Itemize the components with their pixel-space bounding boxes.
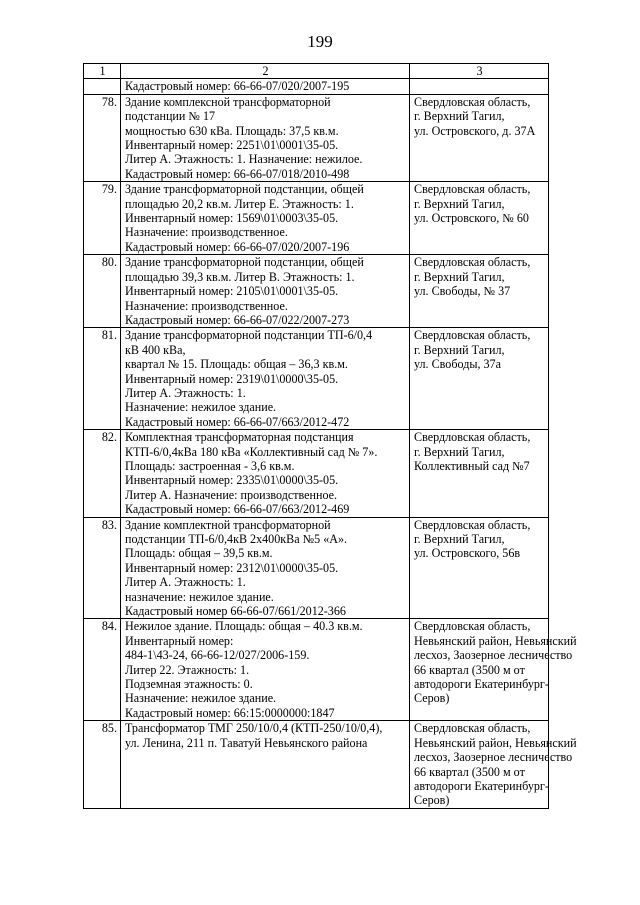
address-line: Свердловская область, bbox=[414, 619, 531, 634]
description-line: Кадастровый номер: 66-66-07/018/2010-498 bbox=[125, 166, 350, 181]
page-number: 199 bbox=[307, 32, 333, 51]
description-line: Назначение: производственное. bbox=[125, 225, 288, 240]
address-line: г. Верхний Тагил, bbox=[414, 269, 505, 284]
description-line: Литер А. Этажность: 1. bbox=[125, 575, 246, 590]
row-number: 85. bbox=[84, 721, 121, 808]
address-line: Невьянский район, Невьянский bbox=[414, 633, 577, 648]
object-description bbox=[121, 619, 410, 721]
row-number: 80. bbox=[84, 255, 121, 328]
description-line: Назначение: нежилое здание. bbox=[125, 400, 277, 415]
description-line: Комплектная трансформаторная подстанция bbox=[125, 430, 354, 445]
description-line: Инвентарный номер: 2335\01\0000\35-05. bbox=[125, 473, 339, 488]
description-line: Инвентарный номер: 1569\01\0003\35-05. bbox=[125, 211, 339, 226]
description-line: Здание комплектной трансформаторной bbox=[125, 517, 331, 532]
row-number: 79. bbox=[84, 182, 121, 255]
address-line: г. Верхний Тагил, bbox=[414, 196, 505, 211]
continuation-addr-cell bbox=[410, 79, 549, 94]
description-line: Кадастровый номер 66-66-07/661/2012-366 bbox=[125, 604, 346, 619]
table-row bbox=[84, 619, 549, 721]
description-line: кВ 400 кВа, bbox=[125, 342, 186, 357]
description-line: Площадь: застроенная - 3,6 кв.м. bbox=[125, 458, 295, 473]
object-description bbox=[121, 517, 410, 619]
description-line: Площадь: общая – 39,5 кв.м. bbox=[125, 546, 273, 561]
description-line: Здание трансформаторной подстанции, общей bbox=[125, 255, 364, 270]
row-number: 82. bbox=[84, 430, 121, 517]
description-line: Нежилое здание. Площадь: общая – 40.3 кв.м. bbox=[125, 619, 363, 634]
address-line: г. Верхний Тагил, bbox=[414, 109, 505, 124]
address-line: автодороги Екатеринбург- bbox=[414, 778, 549, 793]
description-line: Здание трансформаторной подстанции ТП-6/0,4 bbox=[125, 328, 373, 343]
description-line: подстанции ТП-6/0,4кВ 2х400кВа №5 «А». bbox=[125, 532, 348, 546]
address-line: 66 квартал (3500 м от bbox=[414, 662, 525, 677]
table-header-row bbox=[84, 64, 549, 79]
description-line: Назначение: нежилое здание. bbox=[125, 691, 277, 706]
address-line: Невьянский район, Невьянский bbox=[414, 735, 577, 750]
description-line: Литер А. Этажность: 1. bbox=[125, 385, 246, 400]
object-description bbox=[121, 721, 410, 808]
address-line: Свердловская область, bbox=[414, 94, 531, 109]
object-description bbox=[121, 328, 410, 430]
address-line: ул. Свободы, № 37 bbox=[414, 284, 511, 299]
column-header-1: 1 bbox=[84, 64, 121, 79]
address-line: ул. Островского, д. 37А bbox=[414, 123, 536, 138]
address-line: Свердловская область, bbox=[414, 517, 531, 532]
table-row bbox=[84, 721, 549, 808]
address-line: Свердловская область, bbox=[414, 430, 531, 445]
column-header-2: 2 bbox=[121, 64, 410, 79]
description-line: Здание трансформаторной подстанции, общей bbox=[125, 182, 364, 197]
address-line: ул. Свободы, 37а bbox=[414, 357, 501, 372]
description-line: Назначение: производственное. bbox=[125, 298, 288, 313]
description-line: КТП-6/0,4кВа 180 кВа «Коллективный сад № 7». bbox=[125, 444, 378, 459]
object-address bbox=[410, 255, 549, 328]
address-line: г. Верхний Тагил, bbox=[414, 444, 505, 459]
description-line: Кадастровый номер: 66-66-07/022/2007-273 bbox=[125, 312, 350, 327]
address-line: Коллективный сад №7 bbox=[414, 458, 530, 473]
address-line: Свердловская область, bbox=[414, 328, 531, 343]
description-line: Инвентарный номер: 2105\01\0001\35-05. bbox=[125, 284, 339, 299]
table-row bbox=[84, 430, 549, 517]
description-line: площадью 20,2 кв.м. Литер Е. Этажность: 1. bbox=[125, 196, 354, 211]
row-number: 84. bbox=[84, 619, 121, 721]
table-row bbox=[84, 182, 549, 255]
table-row bbox=[84, 517, 549, 619]
description-line: Инвентарный номер: 2319\01\0000\35-05. bbox=[125, 371, 339, 386]
description-line: Инвентарный номер: 2312\01\0000\35-05. bbox=[125, 560, 339, 575]
description-line: квартал № 15. Площадь: общая – 36,3 кв.м. bbox=[125, 357, 348, 372]
address-line: ул. Островского, 56в bbox=[414, 546, 521, 561]
address-line: лесхоз, Заозерное лесничество bbox=[414, 648, 573, 663]
object-description bbox=[121, 255, 410, 328]
address-line: Свердловская область, bbox=[414, 255, 531, 270]
continuation-row bbox=[84, 79, 549, 94]
description-line: назначение: нежилое здание. bbox=[125, 589, 274, 604]
description-line: 484-1\43-24, 66-66-12/027/2006-159. bbox=[125, 648, 310, 663]
address-line: автодороги Екатеринбург- bbox=[414, 677, 549, 692]
description-line: Инвентарный номер: 2251\01\0001\35-05. bbox=[125, 138, 339, 153]
object-address bbox=[410, 619, 577, 721]
description-line: Кадастровый номер: 66-66-07/020/2007-196 bbox=[125, 239, 350, 254]
description-line: Кадастровый номер: 66-66-07/663/2012-472 bbox=[125, 414, 350, 429]
object-description bbox=[121, 94, 410, 181]
address-line: 66 квартал (3500 м от bbox=[414, 764, 525, 779]
description-line: Литер 22. Этажность: 1. bbox=[125, 662, 250, 677]
object-description bbox=[121, 182, 410, 255]
continuation-text: Кадастровый номер: 66-66-07/020/2007-195 bbox=[121, 79, 410, 94]
object-address bbox=[410, 721, 577, 808]
description-line: Кадастровый номер: 66-66-07/663/2012-469 bbox=[125, 502, 350, 517]
description-line: Кадастровый номер: 66:15:0000000:1847 bbox=[125, 705, 335, 720]
object-address bbox=[410, 328, 549, 430]
address-line: ул. Островского, № 60 bbox=[414, 211, 529, 226]
row-number: 81. bbox=[84, 328, 121, 430]
description-line: Инвентарный номер: bbox=[125, 633, 234, 648]
description-line: мощностью 630 кВа. Площадь: 37,5 кв.м. bbox=[125, 123, 339, 138]
column-header-3: 3 bbox=[410, 64, 549, 79]
row-number: 83. bbox=[84, 517, 121, 619]
object-address bbox=[410, 430, 549, 517]
property-table bbox=[83, 63, 577, 809]
address-line: Свердловская область, bbox=[414, 182, 531, 197]
object-description bbox=[121, 430, 410, 517]
object-address bbox=[410, 94, 549, 181]
description-line: подстанции № 17 bbox=[125, 109, 216, 124]
table-row bbox=[84, 94, 549, 181]
table-row bbox=[84, 328, 549, 430]
continuation-num-cell bbox=[84, 79, 121, 94]
table-row bbox=[84, 255, 549, 328]
description-line: Подземная этажность: 0. bbox=[125, 677, 253, 692]
row-number: 78. bbox=[84, 94, 121, 181]
address-line: Серов) bbox=[414, 691, 450, 706]
address-line: г. Верхний Тагил, bbox=[414, 342, 505, 357]
object-address bbox=[410, 182, 549, 255]
address-line: г. Верхний Тагил, bbox=[414, 532, 505, 546]
object-address bbox=[410, 517, 549, 619]
address-line: Серов) bbox=[414, 793, 450, 808]
description-line: площадью 39,3 кв.м. Литер В. Этажность: 1. bbox=[125, 269, 355, 284]
description-line: Здание комплексной трансформаторной bbox=[125, 94, 331, 109]
description-line: Литер А. Назначение: производственное. bbox=[125, 487, 338, 502]
description-line: Трансформатор ТМГ 250/10/0,4 (КТП-250/10/0,4), bbox=[125, 721, 383, 736]
address-line: Свердловская область, bbox=[414, 721, 531, 736]
description-line: Литер А. Этажность: 1. Назначение: нежилое. bbox=[125, 152, 363, 167]
address-line: лесхоз, Заозерное лесничество bbox=[414, 750, 573, 765]
description-line: ул. Ленина, 211 п. Таватуй Невьянского района bbox=[125, 735, 368, 750]
